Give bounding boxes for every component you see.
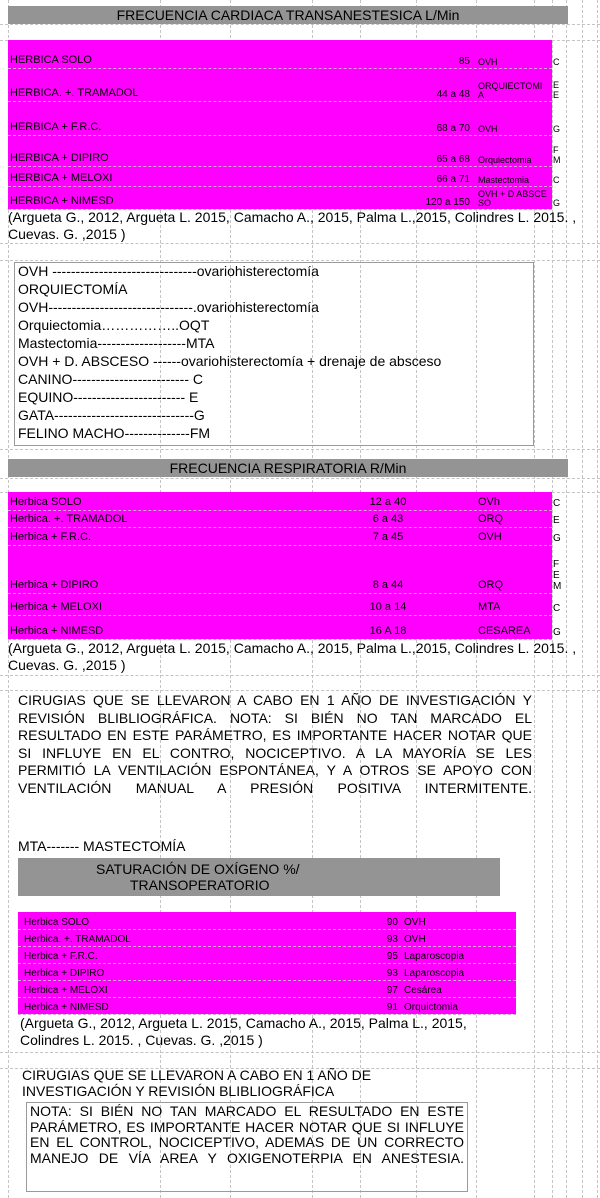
legend-item: Mastectomia-------------------MTA — [18, 335, 215, 351]
cell-value: 6 a 43 — [372, 513, 404, 526]
cell-value: 66 a 71 — [436, 173, 470, 185]
cell-value: 65 a 68 — [436, 153, 470, 165]
cell-species: C — [553, 603, 561, 614]
cell-value: 95 — [386, 950, 398, 962]
cell-surgery: Orquiectomia — [478, 155, 532, 165]
cell-value: 93 — [386, 933, 398, 945]
cell-treatment: Herbica + DIPIRO — [24, 967, 105, 979]
cell-value: 93 — [386, 967, 398, 979]
cell-surgery: Laparoscopia — [404, 967, 465, 979]
cell-value: 7 a 45 — [372, 531, 404, 544]
cell-value: 120 a 150 — [425, 196, 470, 208]
cell-treatment: Herbica SOLO — [24, 916, 90, 928]
cell-surgery: Laparoscopia — [404, 950, 465, 962]
cell-surgery: OVh — [478, 496, 501, 509]
cell-surgery: OVH — [478, 531, 502, 544]
cell-species: G — [553, 533, 561, 544]
cell-value: 10 a 14 — [369, 601, 407, 614]
cell-species: C — [553, 175, 560, 185]
cell-surgery: CESAREA — [478, 625, 531, 638]
cell-value: 97 — [386, 984, 398, 996]
cell-surgery: OVH + D ABSCESO — [478, 189, 547, 208]
legend-item: EQUINO------------------------ E — [18, 389, 199, 405]
cell-treatment: Herbica + DIPIRO — [10, 579, 99, 592]
cell-surgery: OVH — [404, 916, 426, 928]
cell-surgery: OVH — [404, 933, 426, 945]
table3-citation: (Argueta G., 2012, Argueta L. 2015, Camacho A., 2015, Palma L., 2015, Colindres L. 2015. , Cuevas. G. ,2015 ) — [20, 1015, 467, 1048]
cell-species: E — [553, 515, 560, 526]
cell-treatment: HERBICA. +. TRAMADOL — [10, 87, 139, 100]
cell-treatment: Herbica + NIMESD — [10, 625, 104, 638]
cell-treatment: HERBICA + NIMESD — [10, 195, 114, 208]
legend-item: FELINO MACHO--------------FM — [18, 425, 211, 441]
legend-item: OVH-------------------------------.ovariohisterectomía — [18, 299, 319, 315]
table3-title — [18, 858, 500, 896]
cell-species: G — [553, 198, 561, 208]
cell-species: C — [553, 57, 560, 67]
cell-value: 44 a 48 — [436, 88, 470, 100]
cell-treatment: Herbica + NIMESD — [24, 1001, 109, 1013]
cell-species: F M — [553, 145, 561, 165]
cell-treatment: Herbica SOLO — [10, 496, 82, 509]
cell-surgery: OVH — [478, 57, 498, 67]
cell-treatment: Herbica. +. TRAMADOL — [24, 933, 131, 945]
table1-citation: (Argueta G., 2012, Argueta L. 2015, Camacho A., 2015, Palma L.,2015, Colindres L. 2015. , Cuevas. G. ,2015 ) — [8, 209, 577, 242]
cell-treatment: HERBICA + DIPIRO — [10, 152, 109, 165]
cell-species: F E M — [553, 559, 562, 592]
surgery-note: CIRUGIAS QUE SE LLEVARON A CABO EN 1 AÑO DE INVESTIGACIÓN Y REVISIÓN BLIBLIOGRÁFICA. NOTA: SI BIÉN NO TAN MARCADO EL RESULTADO EN ESTE PARÁMETRO, ES IMPORTANTE HACER NOTAR QUE SI INFLUYE EN EL CONTRO, NOCICEPTIVO. A LA MAYORÍA SE LES PERMITIÓ LA VENTILACIÓN ESPONTÁNEA, Y A OTROS SE APOYO CON VENTILACIÓN MANUAL A PRESIÓN POSITIVA INTERMITENTE. — [18, 692, 532, 796]
cell-value: 12 a 40 — [369, 496, 407, 509]
mta-note: MTA------- MASTECTOMÍA — [18, 838, 186, 854]
legend-item: Orquiectomia……………..OQT — [18, 317, 210, 333]
cell-treatment: Herbica + MELOXI — [24, 984, 108, 996]
legend-item: ORQUIECTOMÍA — [18, 281, 128, 297]
cell-value: 85 — [458, 55, 470, 67]
legend-item: CANINO------------------------- C — [18, 371, 204, 387]
table1-title: FRECUENCIA CARDIACA TRANSANESTESICA L/Min — [8, 6, 568, 24]
cell-surgery: ORQ — [478, 513, 504, 526]
cell-species: E E — [553, 80, 560, 100]
legend-item: OVH + D. ABSCESO ------ovariohisterectomía + drenaje de absceso — [18, 353, 442, 369]
table3-title-line2: TRANSOPERATORIO — [130, 877, 270, 893]
cell-treatment: HERBICA SOLO — [10, 54, 92, 67]
table1-body — [8, 40, 561, 209]
table3-title-line1: SATURACIÓN DE OXÍGENO %/ — [96, 861, 300, 877]
legend-item: OVH -------------------------------ovariohisterectomía — [18, 263, 319, 279]
cell-species: G — [553, 627, 561, 638]
cell-surgery: Cesárea — [404, 984, 442, 996]
cell-surgery: ORQUIECTOMI A — [478, 81, 543, 100]
cell-treatment: HERBICA + F.R.C. — [10, 121, 102, 134]
note2-body: NOTA: SI BIÉN NO TAN MARCADO EL RESULTADO EN ESTE PARÁMETRO, ES IMPORTANTE HACER NOTAR QUE SI INFLUYE EN EL CONTROL, NOCICEPTIVO, ADEMAS DE UN CORRECTO MANEJO DE VÍA AREA Y OXIGENOTERPIA EN ANESTESIA. — [26, 1102, 468, 1192]
cell-surgery: MTA — [478, 601, 501, 614]
table2-title: FRECUENCIA RESPIRATORIA R/Min — [8, 459, 568, 477]
cell-treatment: Herbica + F.R.C. — [10, 531, 91, 544]
cell-value: 90 — [386, 916, 398, 928]
legend-item: GATA------------------------------G — [18, 407, 205, 423]
table3-body — [18, 912, 516, 1014]
cell-surgery: ORQ — [478, 579, 504, 592]
cell-surgery: Mastectomia — [478, 175, 530, 185]
cell-treatment: Herbica + F.R.C. — [24, 950, 98, 962]
table2-body — [8, 492, 562, 639]
cell-value: 68 a 70 — [436, 122, 470, 134]
cell-treatment: Herbica. +. TRAMADOL — [10, 513, 128, 526]
cell-species: C — [553, 498, 561, 509]
cell-value: 8 a 44 — [372, 579, 404, 592]
cell-surgery: Orquictomia — [404, 1001, 458, 1013]
note2-heading: CIRUGIAS QUE SE LLEVARON A CABO EN 1 AÑO DE INVESTIGACIÓN Y REVISIÓN BLIBLIOGRÁFICA — [22, 1067, 372, 1099]
cell-species: G — [553, 124, 561, 134]
cell-surgery: OVH — [478, 124, 498, 134]
cell-treatment: Herbica + MELOXI — [10, 601, 103, 614]
table2-citation: (Argueta G., 2012, Argueta L. 2015, Camacho A., 2015, Palma L.,2015, Colindres L. 2015. , Cuevas. G. ,2015 ) — [8, 640, 577, 673]
cell-treatment: HERBICA + MELOXI — [10, 172, 113, 185]
cell-value: 91 — [386, 1001, 398, 1013]
cell-value: 16 A 18 — [369, 625, 407, 638]
